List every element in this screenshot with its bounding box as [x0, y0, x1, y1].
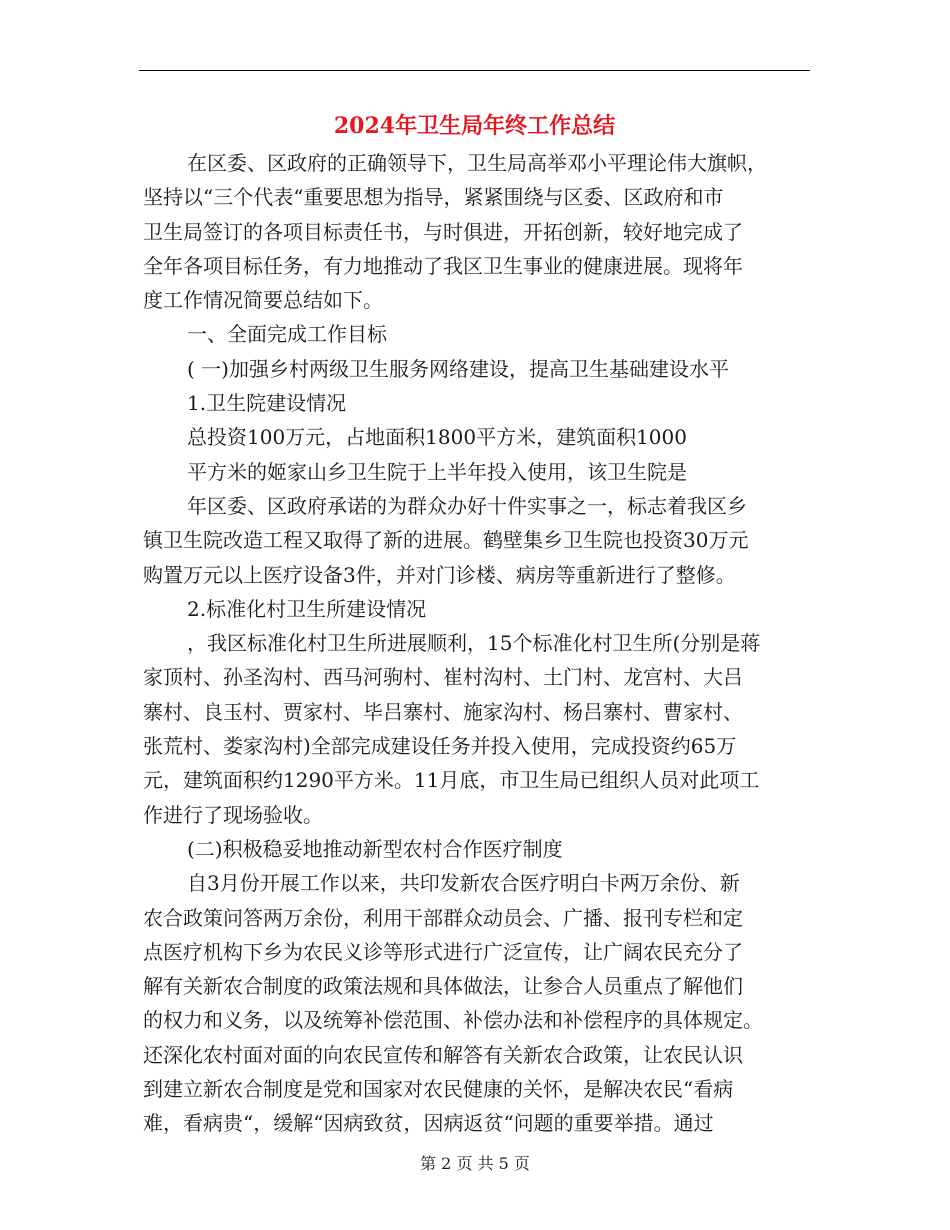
paragraph-line: 农合政策问答两万余份，利用干部群众动员会、广播、报刊专栏和定: [143, 905, 743, 930]
paragraph-line: 寨村、良玉村、贾家村、毕吕寨村、施家沟村、杨吕寨村、曹家村、: [143, 699, 743, 724]
paragraph-line: 到建立新农合制度是党和国家对农民健康的关怀，是解决农民“看病: [143, 1077, 734, 1102]
paragraph-line: 年区委、区政府承诺的为群众办好十件实事之一，标志着我区乡: [187, 493, 747, 518]
paragraph-line: 元，建筑面积约1290平方米。11月底，市卫生局已组织人员对此项工: [143, 768, 760, 793]
paragraph-line: 卫生局签订的各项目标责任书，与时俱进，开拓创新，较好地完成了: [143, 219, 743, 244]
paragraph-line: 度工作情况简要总结如下。: [143, 288, 383, 313]
document-title: 2024年卫生局年终工作总结: [333, 113, 616, 139]
paragraph-line: 解有关新农合制度的政策法规和具体做法，让参合人员重点了解他们: [143, 974, 743, 999]
paragraph-line: ( 一)加强乡村两级卫生服务网络建设，提高卫生基础建设水平: [187, 356, 729, 381]
paragraph-line: (二)积极稳妥地推动新型农村合作医疗制度: [187, 836, 563, 861]
document-body: [143, 146, 813, 1141]
paragraph-line: 一、全面完成工作目标: [187, 322, 387, 347]
paragraph-line: 镇卫生院改造工程又取得了新的进展。鹤壁集乡卫生院也投资30万元: [143, 528, 749, 553]
header-rule: [139, 70, 810, 71]
paragraph-line: 点医疗机构下乡为农民义诊等形式进行广泛宣传，让广阔农民充分了: [143, 939, 743, 964]
paragraph-line: 总投资100万元，占地面积1800平方米，建筑面积1000: [187, 425, 687, 450]
paragraph-line: 家顶村、孙圣沟村、西马河驹村、崔村沟村、土门村、龙宫村、大吕: [143, 665, 743, 690]
paragraph-line: ，我区标准化村卫生所进展顺利，15个标准化村卫生所(分别是蒋: [187, 631, 761, 656]
page-number-footer: 第 2 页 共 5 页: [420, 1154, 530, 1173]
paragraph-line: 平方米的姬家山乡卫生院于上半年投入使用，该卫生院是: [187, 459, 687, 484]
paragraph-line: 2.标准化村卫生所建设情况: [187, 596, 427, 621]
paragraph-line: 还深化农村面对面的向农民宣传和解答有关新农合政策，让农民认识: [143, 1042, 743, 1067]
paragraph-line: 1.卫生院建设情况: [187, 391, 347, 416]
paragraph-line: 自3月份开展工作以来，共印发新农合医疗明白卡两万余份、新: [187, 871, 740, 896]
paragraph-line: 作进行了现场验收。: [143, 802, 323, 827]
paragraph-line: 坚持以“三个代表“重要思想为指导，紧紧围绕与区委、区政府和市: [143, 185, 724, 210]
paragraph-line: 在区委、区政府的正确领导下，卫生局高举邓小平理论伟大旗帜，: [187, 151, 767, 175]
paragraph-line: 难，看病贵“，缓解“因病致贫，因病返贫“问题的重要举措。通过: [143, 1111, 714, 1136]
paragraph-line: 的权力和义务，以及统筹补偿范围、补偿办法和补偿程序的具体规定。: [143, 1008, 763, 1033]
paragraph-line: 全年各项目标任务，有力地推动了我区卫生事业的健康进展。现将年: [143, 253, 743, 278]
paragraph-line: 购置万元以上医疗设备3件，并对门诊楼、病房等重新进行了整修。: [143, 562, 736, 587]
paragraph-line: 张荒村、娄家沟村)全部完成建设任务并投入使用，完成投资约65万: [143, 734, 737, 759]
